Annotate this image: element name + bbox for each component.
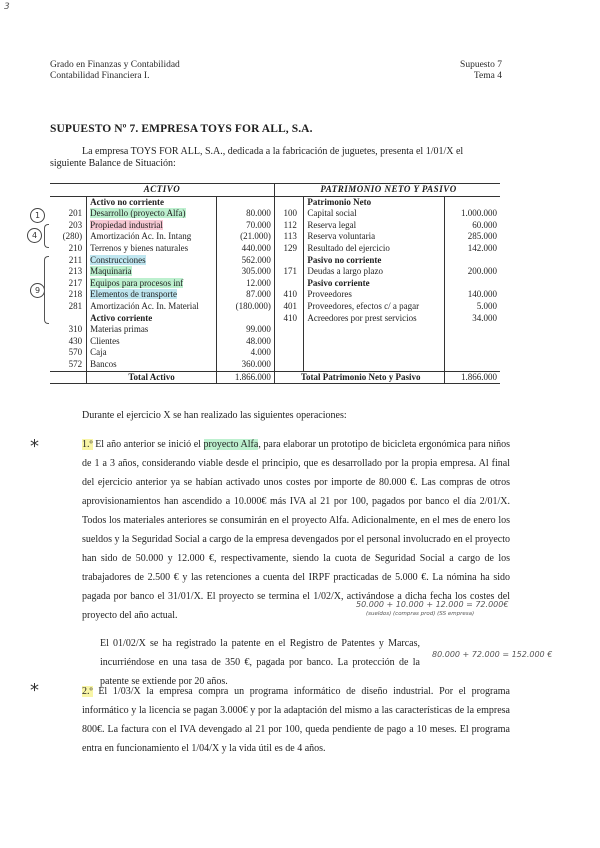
total-activo-value: 1.866.000 — [217, 371, 275, 384]
header-right — [448, 60, 502, 82]
topic-number: Tema 4 — [473, 71, 502, 81]
balance-total-row — [50, 371, 500, 384]
margin-brace-2 — [44, 256, 49, 324]
balance-header-row — [50, 184, 500, 197]
highlighted-desarrollo: Desarrollo (proyecto Alfa) — [90, 208, 186, 219]
course-name: Grado en Finanzas y Contabilidad — [50, 60, 180, 70]
section-activo-corriente: Activo corriente — [90, 312, 153, 323]
star-mark-1: * — [30, 436, 39, 457]
balance-row: 281 Amortización Ac. In. Material (180.000) 401 Proveedores, efectos c/ a pagar 5.000 — [50, 301, 500, 313]
op1-patent-text: El 01/02/X se ha registrado la patente en el Registro de Patentes y Marcas, incurriéndose en una tasa de 350 €, pagada por banco. La protección de la patente se extiende por 20 años. — [100, 638, 420, 687]
intro-line-1: La empresa TOYS FOR ALL, S.A., dedicada a la fabricación de juguetes, presenta el 1/01/X el — [82, 146, 464, 157]
op2-number: 2.º — [82, 686, 93, 697]
intro-line-2: siguiente Balance de Situación: — [50, 158, 176, 169]
balance-row: 210 Terrenos y bienes naturales 440.000 129 Resultado del ejercicio 142.000 — [50, 243, 500, 255]
handwritten-note-sum: 50.000 + 10.000 + 12.000 = 72.000€ — [356, 600, 509, 609]
balance-row: 310 Materias primas 99.000 — [50, 324, 500, 336]
margin-brace-1 — [44, 224, 49, 248]
operation-1 — [82, 435, 510, 625]
highlighted-construcciones: Construcciones — [90, 254, 146, 265]
pasivo-header: PATRIMONIO NETO Y PASIVO — [277, 184, 500, 197]
balance-row: (280) Amortización Ac. In. Intang (21.000) 113 Reserva voluntaria 285.000 — [50, 231, 500, 243]
op1-text-b: , para elaborar un prototipo de bicicleta ergonómica para niños de 1 a 3 años, considerando viable desde el principio, que es desarrollado por la propia empresa. Al final del ejercicio anterior ya se habían activado unos costes por importe de 80.000 €. Las compras de otros aprovisionamientos han ascendido a 10.000€ más IVA al 21 por 100, pagados por banco el día 2/01/X. Todos los materiales anteriores se consumirán en el proyecto Alfa. Adicionalmente, en el mes de enero los sueldos y la Seguridad Social a cargo de la empresa devengados por el personal involucrado en el proyecto han sido de 50.000 y 12.000 €, respectivamente, siendo la cuota de Seguridad Social a cargo de los trabajadores de 2.500 € y las retenciones a cuenta del IRPF practicadas de 5.000 €. La nómina ha sido pagada por banco el 31/01/X. El proyecto se termina el 1/02/X, activándose a dicha fecha los costes del proyecto del año actual. — [82, 439, 510, 621]
operations-intro: Durante el ejercicio X se han realizado las siguientes operaciones: — [82, 410, 347, 421]
op1-highlight-proyecto: proyecto Alfa — [203, 439, 259, 450]
margin-circle-3: 9 — [30, 283, 45, 298]
highlighted-maquinaria: Maquinaria — [90, 266, 132, 277]
balance-row: 203 Propiedad industrial 70.000 112 Reserva legal 60.000 — [50, 220, 500, 232]
total-pasivo-label: Total Patrimonio Neto y Pasivo — [277, 371, 445, 384]
subject-name: Contabilidad Financiera I. — [50, 71, 150, 81]
balance-row: 430 Clientes 48.000 — [50, 336, 500, 348]
handwritten-note-legend: (sueldos) (compras prod) (SS empresa) — [366, 611, 475, 617]
highlighted-propiedad-industrial: Propiedad industrial — [90, 219, 163, 230]
balance-row: 201 Desarrollo (proyecto Alfa) 80.000 100 Capital social 1.000.000 — [50, 208, 500, 220]
section-activo-no-corriente: Activo no corriente — [90, 196, 165, 207]
balance-row: Activo corriente 410 Acreedores por prest servicios 34.000 — [50, 313, 500, 325]
margin-circle-1: 1 — [30, 208, 45, 223]
margin-circle-2: 4 — [27, 228, 42, 243]
balance-sheet-table — [50, 183, 500, 384]
total-activo-label: Total Activo — [87, 371, 217, 384]
op2-text: El 1/03/X la empresa compra un programa informático de diseño industrial. Por el programa informático y la licencia se pagan 3.000€ y por la adaptación del mismo a las características de la empresa 800€. La factura con el IVA devengado al 21 por 100, queda pendiente de pago a 10 meses. El programa entra en funcionamiento el 1/04/X y la vida útil es de 4 años. — [82, 686, 510, 754]
handwritten-note-total: 80.000 + 72.000 = 152.000 € — [432, 650, 553, 659]
operation-2 — [82, 682, 510, 758]
section-patrimonio-neto: Patrimonio Neto — [307, 196, 372, 207]
balance-row: 572 Bancos 360.000 — [50, 359, 500, 371]
document-title: SUPUESTO Nº 7. EMPRESA TOYS FOR ALL, S.A. — [50, 123, 313, 135]
op1-number: 1.º — [82, 439, 93, 450]
highlighted-transporte: Elementos de transporte — [90, 289, 178, 300]
op1-text-a: El año anterior se inició el — [95, 439, 204, 450]
balance-row — [50, 196, 500, 208]
header-left — [50, 60, 180, 82]
section-pasivo-no-corriente: Pasivo no corriente — [307, 254, 382, 265]
balance-row: 213 Maquinaria 305.000 171 Deudas a largo plazo 200.000 — [50, 266, 500, 278]
activo-header: ACTIVO — [50, 184, 274, 197]
section-pasivo-corriente: Pasivo corriente — [307, 277, 370, 288]
star-mark-2: * — [30, 680, 39, 701]
balance-row: 217 Equipos para procesos inf 12.000 Pasivo corriente — [50, 278, 500, 290]
balance-row: 218 Elementos de transporte 87.000 410 Proveedores 140.000 — [50, 289, 500, 301]
balance-row: 211 Construcciones 562.000 Pasivo no corriente — [50, 255, 500, 267]
highlighted-equipos: Equipos para procesos inf — [90, 277, 184, 288]
balance-row: 570 Caja 4.000 — [50, 347, 500, 359]
corner-mark: 3 — [4, 2, 10, 12]
total-pasivo-value: 1.866.000 — [445, 371, 500, 384]
exercise-number: Supuesto 7 — [460, 60, 502, 70]
